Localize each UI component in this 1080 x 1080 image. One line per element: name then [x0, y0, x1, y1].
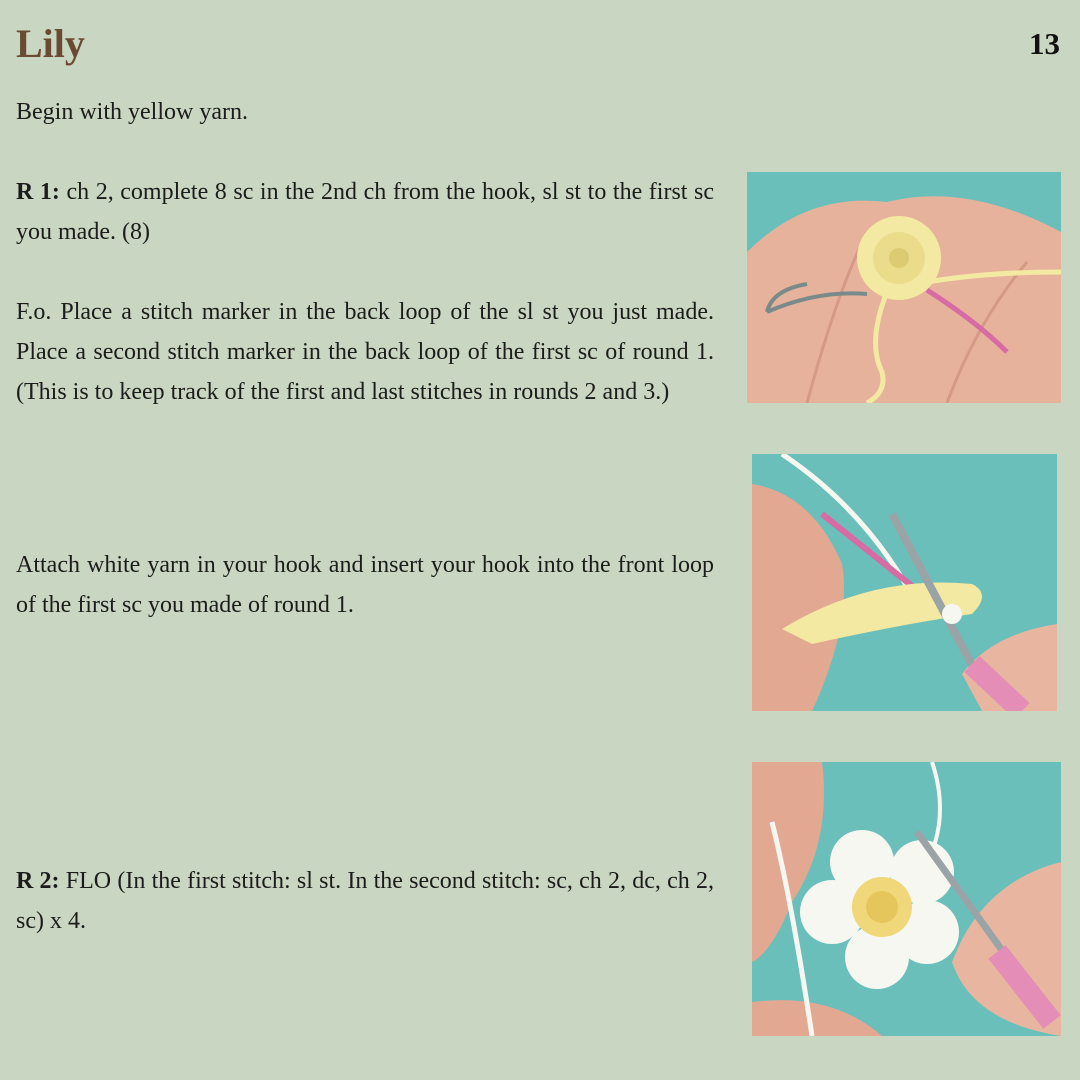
attach-white-instruction: Attach white yarn in your hook and insert your hook into the front loop of the first sc you made of round 1. — [16, 552, 714, 618]
page-number: 13 — [1029, 26, 1060, 61]
round-1-instruction — [16, 172, 714, 252]
page-title: Lily — [16, 21, 85, 66]
photo-round-2 — [752, 762, 1061, 1036]
fasten-off-instruction: F.o. Place a stitch marker in the back loop of the sl st you just made. Place a second stitch marker in the back loop of the first sc of round 1. (This is to keep track of the first and last stitches in rounds 2 and 3.) — [16, 299, 714, 405]
photo-attach-white — [752, 454, 1057, 711]
round-2-label: R 2: — [16, 868, 60, 894]
round-2-instruction — [16, 861, 714, 941]
round-2-text: FLO (In the first stitch: sl st. In the second stitch: sc, ch 2, dc, ch 2, sc) x 4. — [16, 868, 714, 934]
intro-text: Begin with yellow yarn. — [16, 99, 248, 125]
round-1-text: ch 2, complete 8 sc in the 2nd ch from the hook, sl st to the first sc you made. (8) — [16, 179, 715, 245]
photo-round-1 — [747, 172, 1061, 403]
round-1-label: R 1: — [16, 179, 60, 205]
